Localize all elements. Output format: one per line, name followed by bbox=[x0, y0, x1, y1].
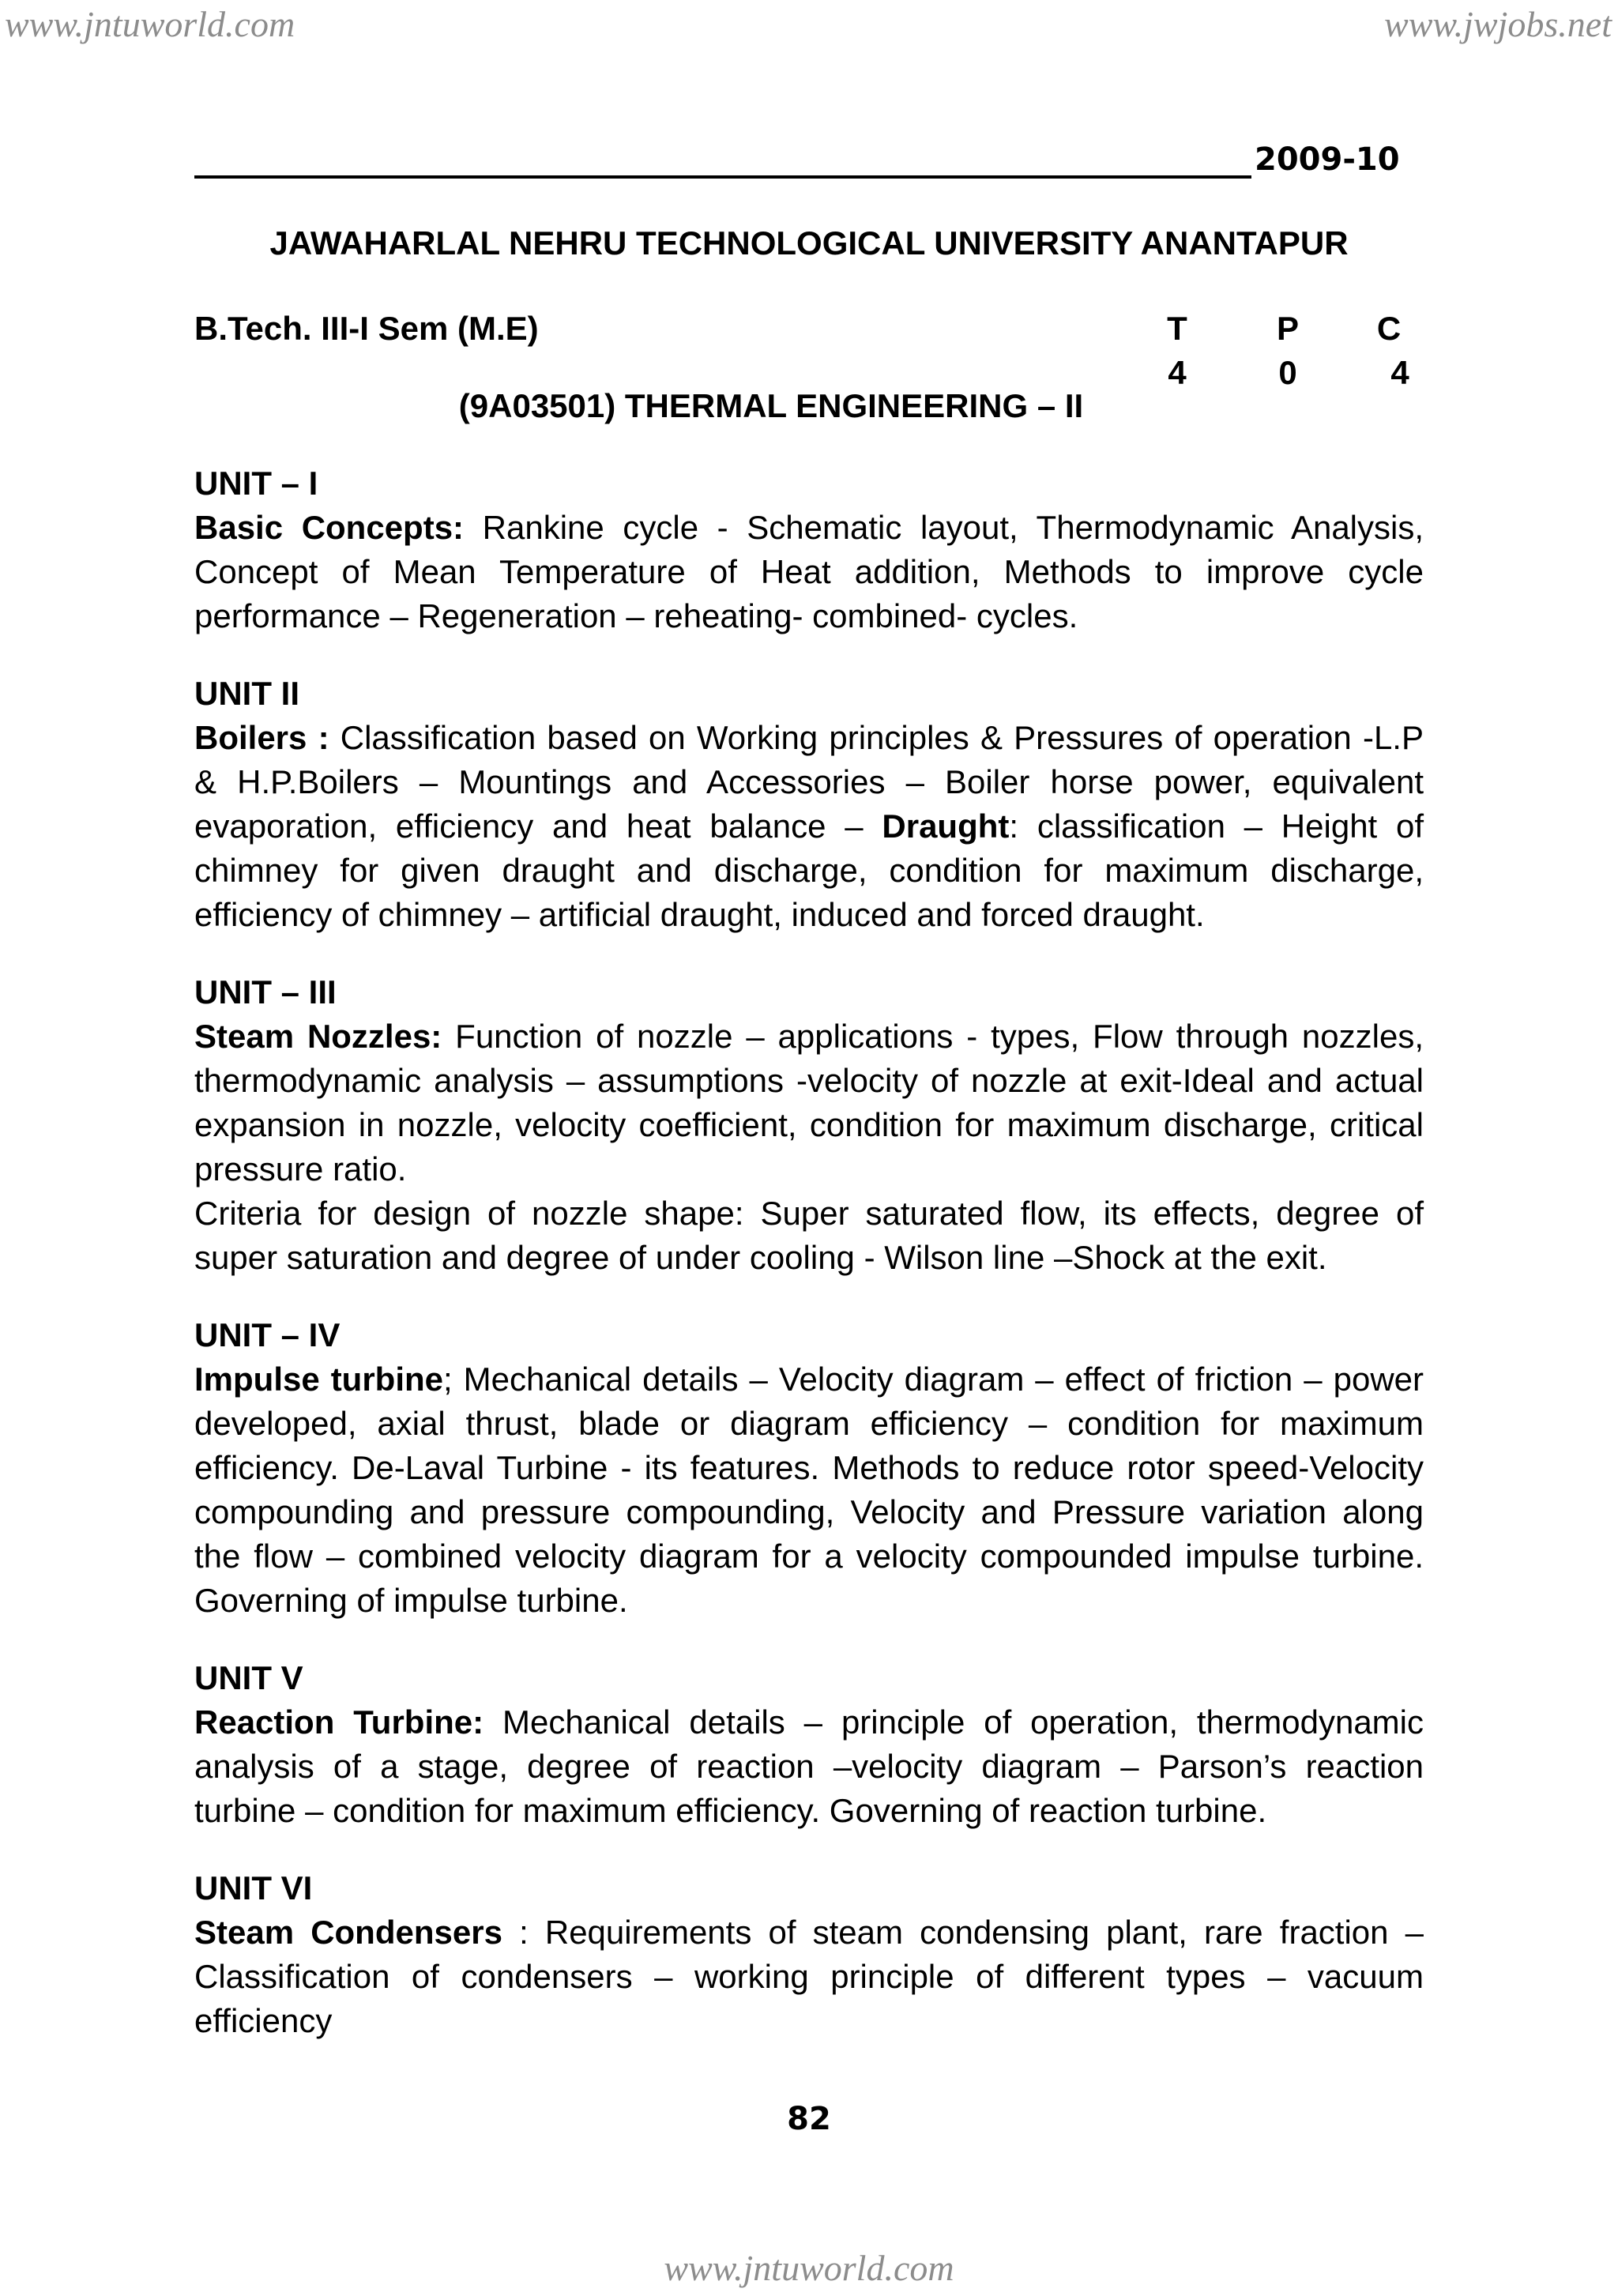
unit-keyword: Boilers : bbox=[194, 719, 329, 756]
unit-description bbox=[194, 716, 1424, 937]
tpc-value-t: 4 bbox=[1168, 354, 1187, 391]
unit-text-secondary: : classification – Height of chimney for given draught and discharge, condition for maximum discharge, efficiency of chimney – artificial draught, induced and forced draught. bbox=[194, 807, 1424, 933]
unit-description bbox=[194, 1357, 1424, 1623]
watermark-bottom: www.jntuworld.com bbox=[664, 2248, 954, 2288]
watermark-top-left: www.jntuworld.com bbox=[5, 4, 295, 44]
unit-4 bbox=[194, 1313, 1424, 1623]
unit-5 bbox=[194, 1656, 1424, 1833]
tpc-value-p: 0 bbox=[1278, 354, 1297, 391]
unit-keyword-secondary: Draught bbox=[882, 807, 1010, 845]
watermark-top-right: www.jwjobs.net bbox=[1384, 4, 1612, 44]
unit-description bbox=[194, 1700, 1424, 1833]
unit-text: Rankine cycle - Schematic layout, Thermodynamic Analysis, Concept of Mean Temperature of Heat addition, Methods to improve cycle performance – Regeneration – reheating- combined- cycles. bbox=[194, 509, 1424, 634]
unit-description bbox=[194, 506, 1424, 638]
unit-text: : Requirements of steam condensing plant, rare fraction – Classification of condensers – working principle of different types – vacuum efficiency bbox=[194, 1914, 1424, 2039]
course-row bbox=[194, 307, 1424, 395]
tpc-value-c: 4 bbox=[1390, 354, 1409, 391]
unit-1 bbox=[194, 461, 1424, 638]
tpc-label-c: C bbox=[1376, 310, 1402, 347]
year-header bbox=[194, 141, 1424, 180]
academic-year: 2009-10 bbox=[1255, 141, 1400, 178]
course-name: B.Tech. III-I Sem (M.E) bbox=[194, 310, 539, 347]
unit-keyword: Steam Nozzles: bbox=[194, 1018, 442, 1055]
unit-title: UNIT V bbox=[194, 1659, 303, 1696]
syllabus-page bbox=[194, 141, 1424, 2043]
unit-description bbox=[194, 1910, 1424, 2043]
unit-3 bbox=[194, 970, 1424, 1280]
tpc-label-t: T bbox=[1167, 310, 1187, 347]
unit-keyword: Steam Condensers bbox=[194, 1914, 502, 1951]
header-rule bbox=[194, 175, 1251, 179]
unit-6 bbox=[194, 1866, 1424, 2043]
unit-text: ; Mechanical details – Velocity diagram – effect of friction – power developed, axial thrust, blade or diagram efficiency – condition for maximum efficiency. De-Laval Turbine - its features. Methods to reduce rotor speed-Velocity compounding and pressure compounding, Velocity and Pressure variation along the flow – combined velocity diagram for a velocity compounded impulse turbine. Governing of impulse turbine. bbox=[194, 1361, 1424, 1619]
page-number: 82 bbox=[787, 2101, 831, 2137]
unit-title: UNIT II bbox=[194, 675, 299, 712]
unit-2 bbox=[194, 672, 1424, 937]
tpc-label-p: P bbox=[1276, 310, 1299, 347]
unit-title: UNIT – I bbox=[194, 465, 318, 502]
unit-title: UNIT – III bbox=[194, 973, 337, 1011]
unit-keyword: Basic Concepts: bbox=[194, 509, 465, 546]
unit-title: UNIT VI bbox=[194, 1869, 313, 1906]
unit-keyword: Reaction Turbine: bbox=[194, 1703, 484, 1741]
unit-keyword: Impulse turbine bbox=[194, 1361, 444, 1398]
unit-extra-description: Criteria for design of nozzle shape: Super saturated flow, its effects, degree of super saturation and degree of under cooling - Wilson line –Shock at the exit. bbox=[194, 1195, 1424, 1276]
subject-title: (9A03501) THERMAL ENGINEERING – II bbox=[458, 387, 1084, 424]
unit-text: Classification based on Working principles & Pressures of operation -L.P & H.P.Boilers – Mountings and Accessories – Boiler horse power, equivalent evaporation, efficiency and heat balance – bbox=[194, 719, 1424, 845]
unit-text: Function of nozzle – applications - types, Flow through nozzles, thermodynamic analysis – assumptions -velocity of nozzle at exit-Ideal and actual expansion in nozzle, velocity coefficient, condition for maximum discharge, critical pressure ratio. bbox=[194, 1018, 1424, 1188]
university-name: JAWAHARLAL NEHRU TECHNOLOGICAL UNIVERSITY ANANTAPUR bbox=[269, 224, 1349, 262]
unit-text: Mechanical details – principle of operation, thermodynamic analysis of a stage, degree of reaction –velocity diagram – Parson’s reaction turbine – condition for maximum efficiency. Governing of reaction turbine. bbox=[194, 1703, 1424, 1829]
unit-description bbox=[194, 1014, 1424, 1191]
unit-title: UNIT – IV bbox=[194, 1316, 341, 1353]
